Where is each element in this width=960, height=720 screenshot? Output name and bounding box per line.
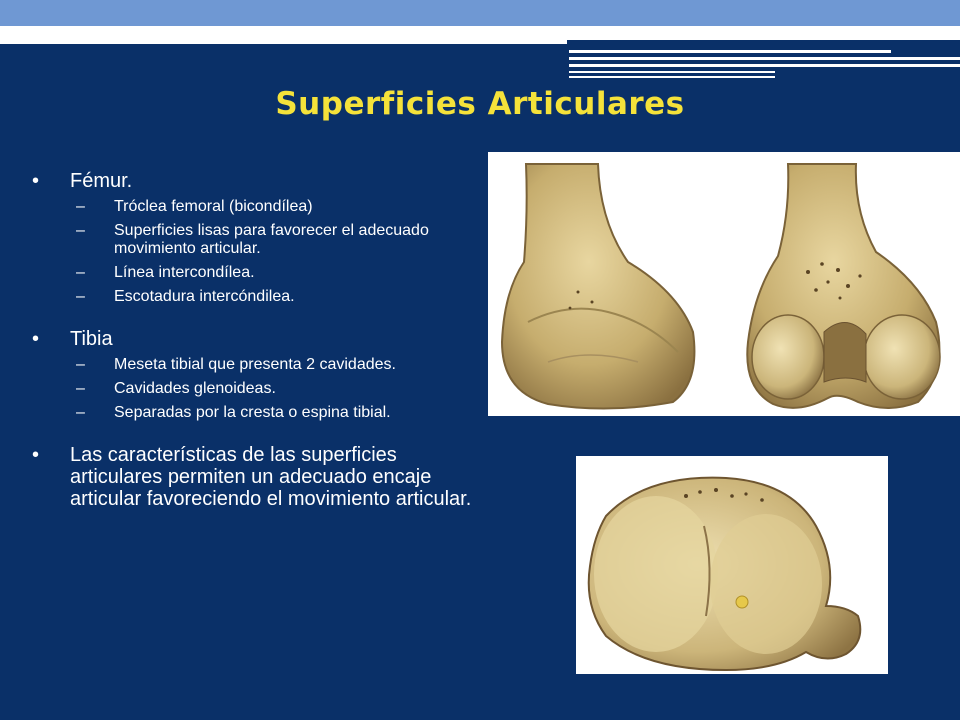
- sub-bullet: – Separadas por la cresta o espina tibial.: [76, 404, 391, 421]
- sub-bullet: – Cavidades glenoideas.: [76, 380, 276, 397]
- sub-bullet-text: Meseta tibial que presenta 2 cavidades.: [114, 356, 396, 373]
- slide-title: Superficies Articulares: [275, 86, 685, 122]
- tibia-image: [576, 456, 888, 674]
- bullet-text: Fémur.: [70, 170, 133, 192]
- bullet-dot: •: [32, 444, 40, 466]
- femur-image: [488, 152, 960, 416]
- sub-bullet-text: Cavidades glenoideas.: [114, 380, 276, 397]
- bullet-dot: •: [32, 170, 40, 192]
- sub-bullet: – Tróclea femoral (bicondílea): [76, 198, 313, 215]
- femur-anterior-shape: [502, 164, 694, 409]
- bullet-list: [30, 170, 480, 510]
- bullet-dot: •: [32, 328, 40, 350]
- sub-bullet-text: Separadas por la cresta o espina tibial.: [114, 404, 391, 421]
- sub-bullet-text: Línea intercondílea.: [114, 264, 255, 281]
- bullet-tibia: [30, 328, 480, 350]
- bullet-text: Las características de las superficies articulares permiten un adecuado encaje articular favoreciendo el movimiento articular.: [70, 444, 472, 510]
- sub-bullet-text: Tróclea femoral (bicondílea): [114, 198, 313, 215]
- bullet-summary: [30, 444, 480, 510]
- marker-dot: [736, 596, 748, 608]
- sub-bullet: – Superficies lisas para favorecer el adecuado movimiento articular.: [76, 222, 429, 257]
- sub-bullet: – Escotadura intercóndilea.: [76, 288, 295, 305]
- sub-bullet: – Línea intercondílea.: [76, 264, 255, 281]
- bullet-femur: [30, 170, 480, 192]
- sub-bullet-text: Escotadura intercóndilea.: [114, 288, 295, 305]
- decorative-lines: [567, 40, 960, 82]
- top-accent-bar: [0, 0, 960, 26]
- sub-bullet: – Meseta tibial que presenta 2 cavidades.: [76, 356, 396, 373]
- bullet-text: Tibia: [70, 328, 113, 350]
- sub-bullet-text: Superficies lisas para favorecer el adecuado movimiento articular.: [114, 222, 429, 257]
